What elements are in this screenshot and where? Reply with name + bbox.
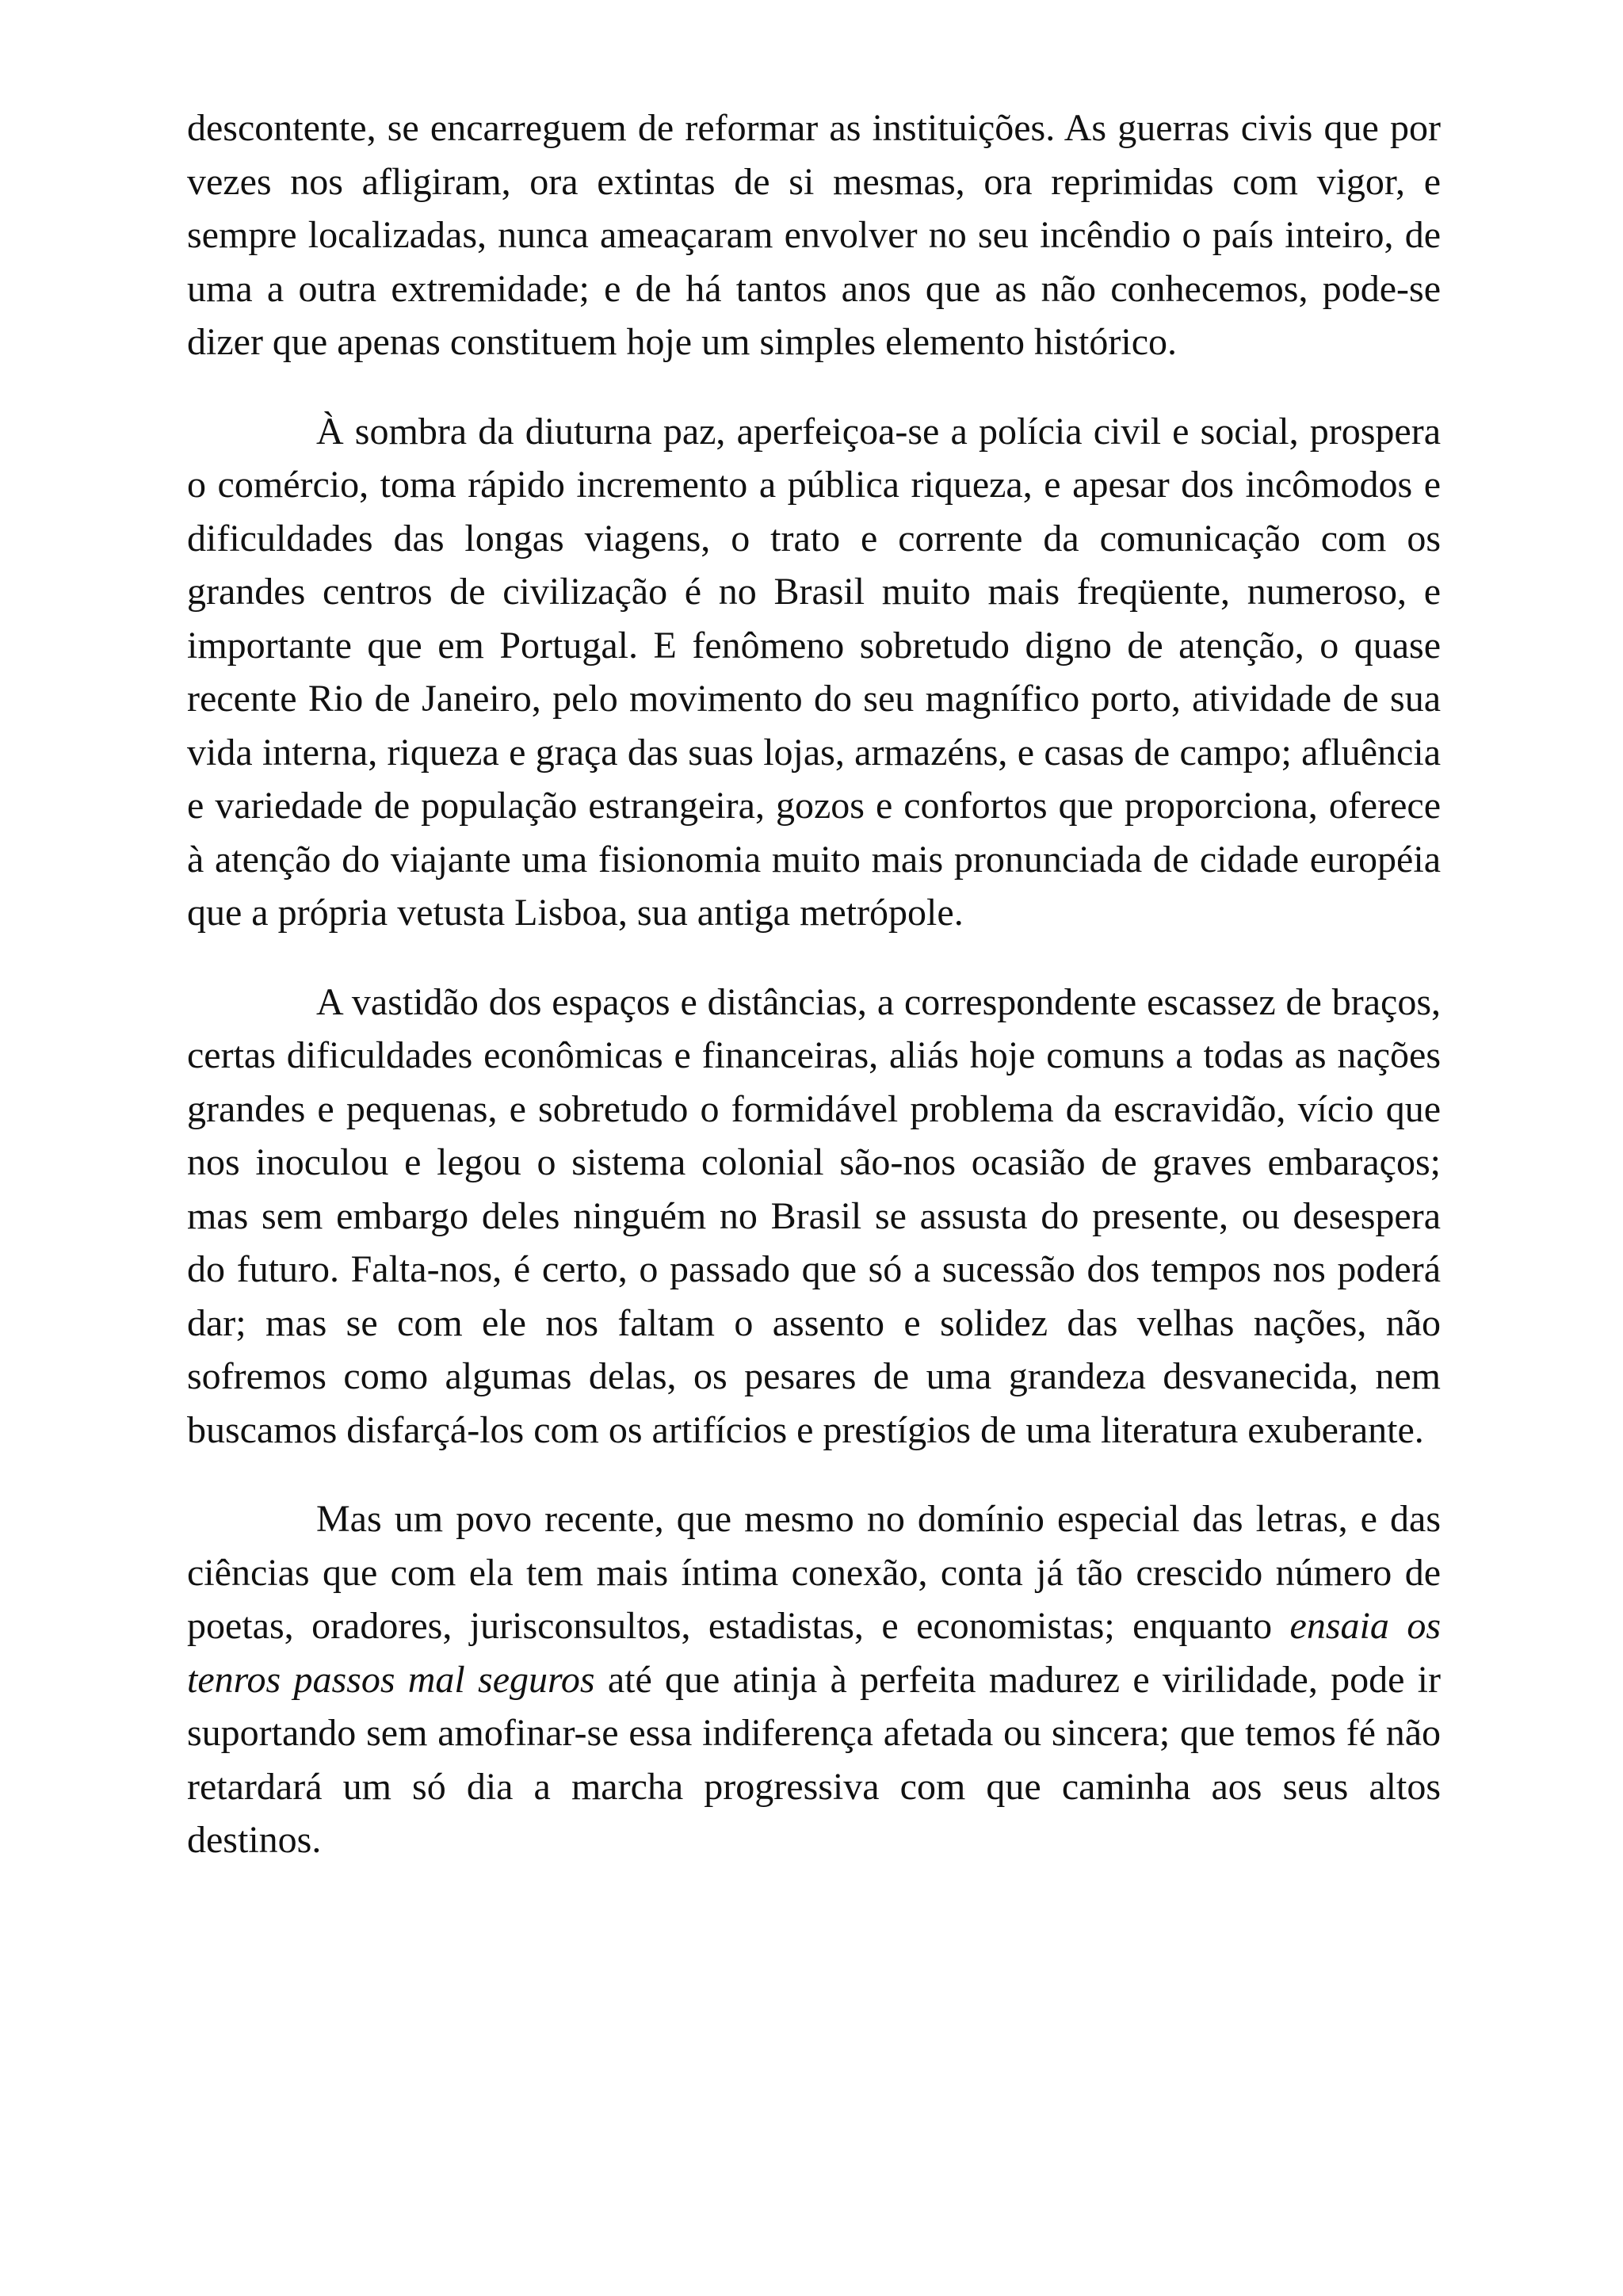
- body-text: [187, 101, 1441, 1867]
- paragraph-2: À sombra da diuturna paz, aperfeiçoa-se a polícia civil e social, prospera o comércio, toma rápido incremento a pública riqueza, e apesar dos incômodos e dificuldades das longas viagens, o trato e corrente da comunicação com os grandes centros de civilização é no Brasil muito mais freqüente, numeroso, e importante que em Portugal. E fenômeno sobretudo digno de atenção, o quase recente Rio de Janeiro, pelo movimento do seu magnífico porto, atividade de sua vida interna, riqueza e graça das suas lojas, armazéns, e casas de campo; afluência e variedade de população estrangeira, gozos e confortos que proporciona, oferece à atenção do viajante uma fisionomia muito mais pronunciada de cidade européia que a própria vetusta Lisboa, sua antiga metrópole.: [187, 410, 1441, 934]
- paragraph-3: A vastidão dos espaços e distâncias, a correspondente escassez de braços, certas dificuldades econômicas e financeiras, aliás hoje comuns a todas as nações grandes e pequenas, e sobretudo o formidável problema da escravidão, vício que nos inoculou e legou o sistema colonial são-nos ocasião de graves embaraços; mas sem embargo deles ninguém no Brasil se assusta do presente, ou desespera do futuro. Falta-nos, é certo, o passado que só a sucessão dos tempos nos poderá dar; mas se com ele nos faltam o assento e solidez das velhas nações, não sofremos como algumas delas, os pesares de uma grandeza desvanecida, nem buscamos disfarçá-los com os artifícios e prestígios de uma literatura exuberante.: [187, 980, 1441, 1451]
- italic-quote: ensaia os tenros passos mal seguros: [187, 1605, 1441, 1701]
- paragraph-1: descontente, se encarreguem de reformar as instituições. As guerras civis que por vezes nos afligiram, ora extintas de si mesmas, ora reprimidas com vigor, e sempre localizadas, nunca ameaçaram envolver no seu incêndio o país inteiro, de uma a outra extremidade; e de há tantos anos que as não conhecemos, pode-se dizer que apenas constituem hoje um simples elemento histórico.: [187, 107, 1441, 363]
- paragraph-4: [187, 1492, 1441, 1867]
- paragraph-4-text-start: Mas um povo recente, que mesmo no domínio especial das letras, e das ciências que com ela tem mais íntima conexão, conta já tão crescido número de poetas, oradores, jurisconsultos, estadistas, e economistas; enquanto: [187, 1498, 1441, 1647]
- paragraph-4-text-end: até que atinja à perfeita madurez e virilidade, pode ir suportando sem amofinar-se essa indiferença afetada ou sincera; que temos fé não retardará um só dia a marcha progressiva com que caminha aos seus altos destinos.: [187, 1658, 1441, 1861]
